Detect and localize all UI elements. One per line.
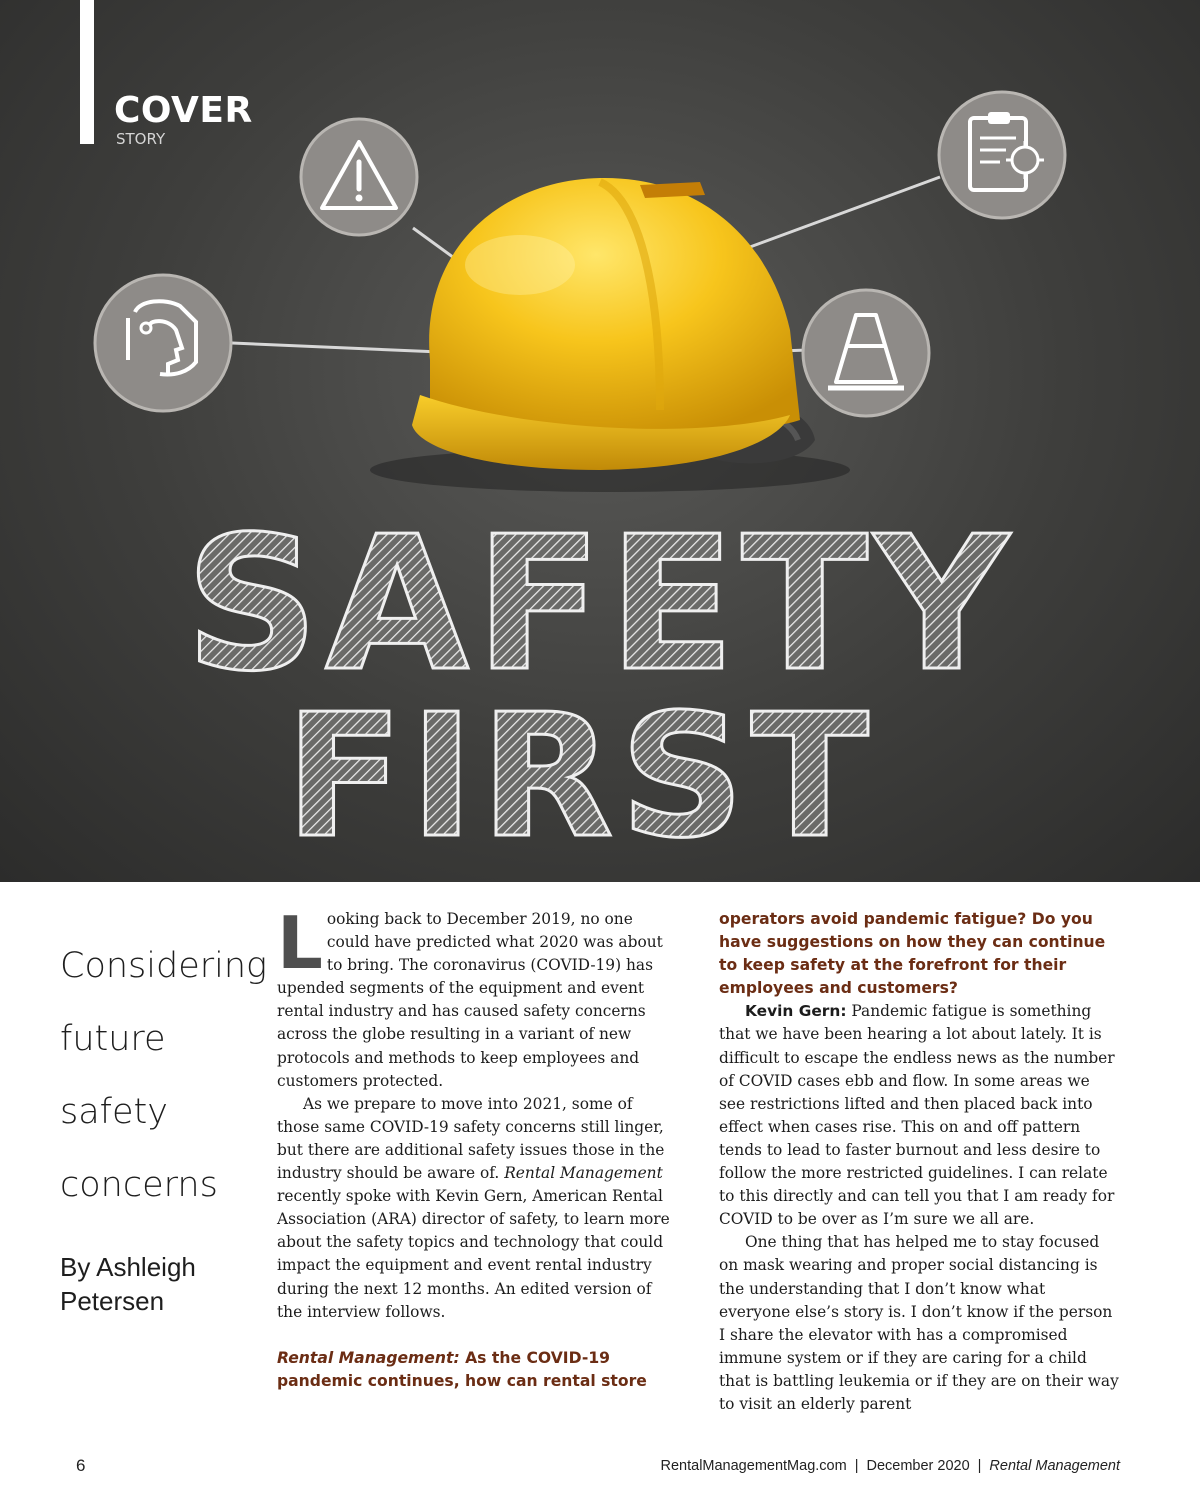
- footer-separator: |: [977, 1458, 982, 1474]
- intro-text: ooking back to December 2019, no one could have predicted what 2020 was about to bring. The coronavirus (COVID-19) has upended segments of the equipment and event rental industry and has caused safety concerns across the globe resulting in a variant of new protocols and methods to keep employees and customers protected.: [277, 910, 663, 1090]
- section-label: COVER: [114, 90, 253, 131]
- interview-answer: One thing that has helped me to stay focused on mask wearing and proper social distancing is the understanding that I don’t know what everyone else’s story is. I don’t know if the person I share the elevator with has a compromised immune system or if they are caring for a child that is battling leukemia or if they are on their way to visit an elderly parent: [719, 1233, 1119, 1413]
- dek-line: future: [60, 1019, 166, 1059]
- article-column-2: [719, 908, 1119, 1416]
- footer-site: RentalManagementMag.com: [660, 1458, 847, 1474]
- headline-line-1: SAFETY: [185, 496, 1015, 712]
- drop-cap: L: [277, 901, 323, 985]
- interview-question: [277, 1347, 677, 1393]
- traffic-cone-icon: [803, 290, 929, 416]
- interview-question-continued: operators avoid pandemic fatigue? Do you have suggestions on how they can continue to keep safety at the forefront for their employees and customers?: [719, 910, 1106, 998]
- dek-line: safety: [60, 1092, 168, 1132]
- dek-line: concerns: [60, 1165, 218, 1205]
- interview-answer: [719, 1000, 1119, 1231]
- running-footer: [661, 1458, 1121, 1474]
- byline: [60, 1250, 260, 1318]
- warning-triangle-icon: [301, 119, 417, 235]
- section-accent-bar: [80, 0, 94, 144]
- article-dek: [60, 930, 268, 1222]
- section-sublabel: STORY: [116, 130, 166, 148]
- body-paragraph: [277, 1093, 677, 1324]
- dek-line: Considering: [60, 946, 268, 986]
- hard-hat-illustration: [370, 178, 850, 492]
- intro-paragraph: [277, 901, 677, 1093]
- body-text: As we prepare to move into 2021, some of those same COVID-19 safety concerns still linger, but there are additional safety issues those in the industry should be aware of.: [277, 1094, 665, 1183]
- footer-separator: |: [854, 1458, 859, 1474]
- headline-line-2: FIRST: [285, 678, 875, 876]
- footer-date: December 2020: [866, 1458, 970, 1474]
- question-text: As the COVID-19 pandemic continues, how can rental store: [277, 1348, 647, 1390]
- publication-name: Rental Management: [504, 1164, 663, 1183]
- article-column-1: [277, 901, 677, 1393]
- question-speaker: Rental Management:: [277, 1348, 460, 1367]
- page-number: 6: [76, 1456, 86, 1475]
- byline-line: Petersen: [60, 1286, 165, 1316]
- connector-line: [232, 343, 440, 352]
- clipboard-virus-icon: [939, 92, 1065, 218]
- answer-text: Pandemic fatigue is something that we have been hearing a lot about lately. It is difficult to escape the endless news as the number of COVID cases ebb and flow. In some areas we see restrictions lifted and then placed back into effect when cases rise. This on and off pattern tends to lead to faster burnout and less desire to follow the more restricted guidelines. I can relate to this directly and can tell you that I am ready for COVID to be over as I’m sure we all are.: [719, 1002, 1115, 1229]
- body-text: recently spoke with Kevin Gern, American Rental Association (ARA) director of safety, to learn more about the safety topics and technology that could impact the equipment and event rental industry during the next 12 months. An edited version of the interview follows.: [277, 1187, 670, 1321]
- footer-magazine: Rental Management: [989, 1458, 1120, 1474]
- answer-speaker: Kevin Gern:: [745, 1002, 847, 1021]
- face-shield-icon: [95, 275, 231, 411]
- byline-line: By Ashleigh: [60, 1252, 196, 1282]
